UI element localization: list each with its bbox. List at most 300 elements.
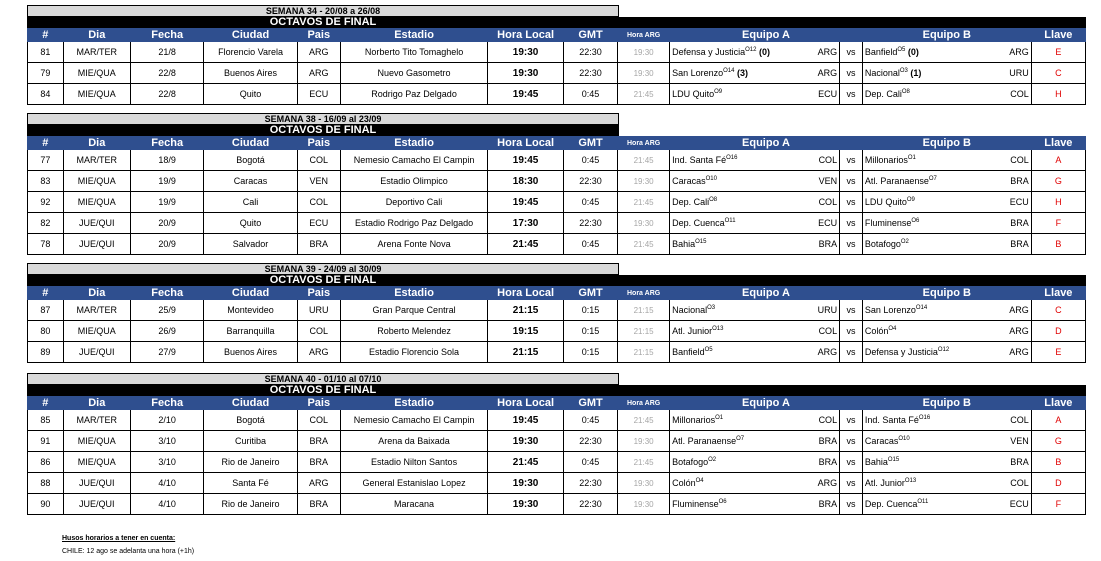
col-estadio: Estadio xyxy=(340,137,487,150)
team-b-seed: O3 xyxy=(899,68,908,74)
col-gmt: GMT xyxy=(563,287,617,300)
header-row xyxy=(28,397,1086,410)
team-b-seed: O5 xyxy=(897,47,906,53)
team-b-name: Nacional xyxy=(864,68,900,78)
cell-llave: H xyxy=(1031,192,1085,213)
cell-num: 92 xyxy=(28,192,64,213)
team-b-name: Dep. Cali xyxy=(864,89,902,99)
cell-team-a xyxy=(670,410,809,431)
col-ciudad: Ciudad xyxy=(204,287,297,300)
cell-num: 81 xyxy=(28,42,64,63)
cell-ciudad: Quito xyxy=(204,213,297,234)
team-a-name: San Lorenzo xyxy=(672,68,724,78)
stage-bar-right xyxy=(619,17,1086,28)
cell-country-b: ARG xyxy=(1000,321,1031,342)
table-row xyxy=(28,410,1086,431)
cell-num: 80 xyxy=(28,321,64,342)
header-row xyxy=(28,287,1086,300)
cell-team-a xyxy=(670,234,809,255)
stage-title: OCTAVOS DE FINAL xyxy=(27,275,619,286)
cell-estadio: Rodrigo Paz Delgado xyxy=(340,84,487,105)
cell-estadio: Nemesio Camacho El Campin xyxy=(340,150,487,171)
cell-gmt: 0:15 xyxy=(563,321,617,342)
cell-country-a: ARG xyxy=(808,42,839,63)
cell-vs: vs xyxy=(840,84,863,105)
week-block xyxy=(27,373,1086,514)
cell-fecha: 2/10 xyxy=(130,410,204,431)
team-b-score: (0) xyxy=(907,47,919,57)
table-row xyxy=(28,171,1086,192)
cell-country-a: ECU xyxy=(808,213,839,234)
cell-hora-arg: 19:30 xyxy=(618,171,670,192)
cell-pais: COL xyxy=(297,150,340,171)
col-llave: Llave xyxy=(1031,29,1085,42)
col-hora-local: Hora Local xyxy=(488,397,564,410)
cell-estadio: Deportivo Cali xyxy=(340,192,487,213)
team-b-seed: O7 xyxy=(928,176,937,182)
cell-llave: A xyxy=(1031,410,1085,431)
cell-gmt: 22:30 xyxy=(563,42,617,63)
col-gmt: GMT xyxy=(563,29,617,42)
cell-team-a xyxy=(670,84,809,105)
cell-team-a xyxy=(670,213,809,234)
cell-pais: ARG xyxy=(297,42,340,63)
week-title: SEMANA 34 - 20/08 a 26/08 xyxy=(27,5,619,17)
cell-ciudad: Quito xyxy=(204,84,297,105)
team-b-name: Ind. Santa Fé xyxy=(864,415,919,425)
cell-num: 85 xyxy=(28,410,64,431)
col-pais: Pais xyxy=(297,137,340,150)
table-row xyxy=(28,300,1086,321)
cell-hora-arg: 21:45 xyxy=(618,150,670,171)
col-equipo-b: Equipo B xyxy=(862,287,1031,300)
cell-fecha: 21/8 xyxy=(130,42,204,63)
cell-vs: vs xyxy=(840,192,863,213)
cell-country-b: COL xyxy=(1000,473,1031,494)
team-a-score: (3) xyxy=(737,68,748,78)
col-equipo-a: Equipo A xyxy=(670,137,863,150)
team-b-name: Millonarios xyxy=(864,155,908,165)
cell-gmt: 0:15 xyxy=(563,300,617,321)
cell-hora-arg: 19:30 xyxy=(618,213,670,234)
cell-country-a: COL xyxy=(808,321,839,342)
col-estadio: Estadio xyxy=(340,397,487,410)
cell-pais: ECU xyxy=(297,213,340,234)
col-pais: Pais xyxy=(297,397,340,410)
cell-team-a xyxy=(670,494,809,515)
table-row xyxy=(28,150,1086,171)
team-b-name: Banfield xyxy=(864,47,898,57)
cell-llave: F xyxy=(1031,213,1085,234)
stage-bar-right xyxy=(619,385,1086,396)
stage-title: OCTAVOS DE FINAL xyxy=(27,125,619,136)
cell-vs: vs xyxy=(840,431,863,452)
cell-dia: JUE/QUI xyxy=(63,473,130,494)
cell-pais: BRA xyxy=(297,234,340,255)
cell-llave: G xyxy=(1031,431,1085,452)
cell-fecha: 18/9 xyxy=(130,150,204,171)
col-equipo-a: Equipo A xyxy=(670,29,863,42)
cell-fecha: 3/10 xyxy=(130,452,204,473)
stage-bar xyxy=(27,125,1086,136)
cell-team-a xyxy=(670,431,809,452)
cell-ciudad: Caracas xyxy=(204,171,297,192)
table-row xyxy=(28,213,1086,234)
cell-hora-arg: 21:45 xyxy=(618,410,670,431)
col-equipo-a: Equipo A xyxy=(670,397,863,410)
cell-num: 87 xyxy=(28,300,64,321)
cell-ciudad: Florencio Varela xyxy=(204,42,297,63)
stage-bar-right xyxy=(619,275,1086,286)
col-num: # xyxy=(28,287,64,300)
cell-dia: MAR/TER xyxy=(63,42,130,63)
team-b-seed: O14 xyxy=(915,305,928,311)
cell-vs: vs xyxy=(840,42,863,63)
team-a-seed: O7 xyxy=(736,436,745,442)
cell-pais: COL xyxy=(297,321,340,342)
cell-dia: JUE/QUI xyxy=(63,494,130,515)
cell-country-a: COL xyxy=(808,192,839,213)
team-a-name: Banfield xyxy=(672,347,705,357)
team-a-seed: O1 xyxy=(715,415,724,421)
team-a-seed: O15 xyxy=(695,239,707,245)
cell-pais: VEN xyxy=(297,171,340,192)
cell-hora-local: 19:30 xyxy=(488,473,564,494)
cell-country-b: BRA xyxy=(1000,171,1031,192)
cell-pais: BRA xyxy=(297,452,340,473)
col-num: # xyxy=(28,137,64,150)
cell-pais: ARG xyxy=(297,473,340,494)
team-a-seed: O4 xyxy=(695,478,704,484)
col-equipo-b: Equipo B xyxy=(862,137,1031,150)
col-pais: Pais xyxy=(297,29,340,42)
col-dia: Dia xyxy=(63,137,130,150)
cell-dia: MAR/TER xyxy=(63,150,130,171)
week-title: SEMANA 38 - 16/09 al 23/09 xyxy=(27,113,619,125)
cell-hora-local: 19:45 xyxy=(488,410,564,431)
cell-llave: D xyxy=(1031,473,1085,494)
cell-hora-local: 19:45 xyxy=(488,150,564,171)
cell-dia: MAR/TER xyxy=(63,300,130,321)
cell-team-b xyxy=(862,431,1000,452)
col-llave: Llave xyxy=(1031,287,1085,300)
cell-hora-arg: 19:30 xyxy=(618,473,670,494)
col-hora-arg: Hora ARG xyxy=(618,397,670,410)
team-b-seed: O2 xyxy=(900,239,909,245)
cell-vs: vs xyxy=(840,300,863,321)
team-a-name: Fluminense xyxy=(672,499,719,509)
team-a-name: Defensa y Justicia xyxy=(672,47,746,57)
team-a-seed: O8 xyxy=(709,197,718,203)
team-a-name: Atl. Junior xyxy=(672,326,713,336)
team-a-seed: O2 xyxy=(708,457,717,463)
table-row xyxy=(28,342,1086,363)
team-b-seed: O9 xyxy=(906,197,915,203)
table-row xyxy=(28,84,1086,105)
cell-country-b: VEN xyxy=(1000,431,1031,452)
cell-team-a xyxy=(670,42,809,63)
fixture-table xyxy=(27,286,1086,363)
team-b-name: Fluminense xyxy=(864,218,912,228)
cell-team-b xyxy=(862,84,1000,105)
cell-hora-local: 19:30 xyxy=(488,494,564,515)
cell-country-a: COL xyxy=(808,150,839,171)
cell-ciudad: Montevideo xyxy=(204,300,297,321)
table-row xyxy=(28,473,1086,494)
col-hora-arg: Hora ARG xyxy=(618,137,670,150)
cell-vs: vs xyxy=(840,342,863,363)
cell-vs: vs xyxy=(840,150,863,171)
cell-ciudad: Curitiba xyxy=(204,431,297,452)
cell-hora-arg: 21:45 xyxy=(618,234,670,255)
cell-team-b xyxy=(862,192,1000,213)
cell-fecha: 26/9 xyxy=(130,321,204,342)
cell-pais: ECU xyxy=(297,84,340,105)
cell-dia: MIE/QUA xyxy=(63,63,130,84)
table-row xyxy=(28,431,1086,452)
team-b-score: (1) xyxy=(910,68,922,78)
cell-gmt: 22:30 xyxy=(563,494,617,515)
cell-country-b: ARG xyxy=(1000,342,1031,363)
col-ciudad: Ciudad xyxy=(204,137,297,150)
col-ciudad: Ciudad xyxy=(204,29,297,42)
cell-pais: URU xyxy=(297,300,340,321)
col-hora-arg: Hora ARG xyxy=(618,29,670,42)
cell-dia: MIE/QUA xyxy=(63,321,130,342)
cell-country-b: BRA xyxy=(1000,234,1031,255)
cell-country-a: ARG xyxy=(808,342,839,363)
team-a-name: LDU Quito xyxy=(672,89,715,99)
cell-llave: D xyxy=(1031,321,1085,342)
cell-estadio: Estadio Rodrigo Paz Delgado xyxy=(340,213,487,234)
col-ciudad: Ciudad xyxy=(204,397,297,410)
cell-hora-arg: 21:15 xyxy=(618,342,670,363)
table-row xyxy=(28,321,1086,342)
cell-llave: E xyxy=(1031,42,1085,63)
cell-num: 77 xyxy=(28,150,64,171)
cell-hora-arg: 19:30 xyxy=(618,494,670,515)
cell-team-a xyxy=(670,452,809,473)
col-estadio: Estadio xyxy=(340,287,487,300)
col-gmt: GMT xyxy=(563,137,617,150)
cell-gmt: 0:45 xyxy=(563,410,617,431)
cell-dia: JUE/QUI xyxy=(63,234,130,255)
col-estadio: Estadio xyxy=(340,29,487,42)
cell-dia: MIE/QUA xyxy=(63,192,130,213)
team-a-name: Dep. Cuenca xyxy=(672,218,725,228)
cell-hora-arg: 19:30 xyxy=(618,42,670,63)
cell-gmt: 22:30 xyxy=(563,171,617,192)
cell-fecha: 19/9 xyxy=(130,171,204,192)
cell-gmt: 0:45 xyxy=(563,150,617,171)
team-a-name: Botafogo xyxy=(672,457,709,467)
cell-country-b: ARG xyxy=(1000,300,1031,321)
col-hora-local: Hora Local xyxy=(488,287,564,300)
cell-num: 83 xyxy=(28,171,64,192)
cell-team-b xyxy=(862,410,1000,431)
cell-team-a xyxy=(670,321,809,342)
week-block xyxy=(27,113,1086,254)
cell-dia: MIE/QUA xyxy=(63,84,130,105)
team-a-name: Atl. Paranaense xyxy=(672,436,737,446)
team-b-seed: O11 xyxy=(917,499,929,505)
cell-llave: G xyxy=(1031,171,1085,192)
cell-team-b xyxy=(862,321,1000,342)
cell-country-a: BRA xyxy=(808,234,839,255)
table-row xyxy=(28,192,1086,213)
cell-llave: F xyxy=(1031,494,1085,515)
cell-fecha: 4/10 xyxy=(130,494,204,515)
cell-hora-arg: 21:15 xyxy=(618,321,670,342)
team-a-seed: O5 xyxy=(704,347,713,353)
stage-bar xyxy=(27,17,1086,28)
cell-pais: ARG xyxy=(297,342,340,363)
cell-vs: vs xyxy=(840,171,863,192)
team-b-seed: O15 xyxy=(887,457,900,463)
cell-team-b xyxy=(862,452,1000,473)
col-pais: Pais xyxy=(297,287,340,300)
cell-team-b xyxy=(862,213,1000,234)
team-a-seed: O11 xyxy=(724,218,736,224)
cell-ciudad: Salvador xyxy=(204,234,297,255)
cell-llave: E xyxy=(1031,342,1085,363)
cell-num: 91 xyxy=(28,431,64,452)
team-a-seed: O13 xyxy=(712,326,724,332)
cell-ciudad: Bogotá xyxy=(204,410,297,431)
cell-hora-local: 21:45 xyxy=(488,234,564,255)
cell-gmt: 22:30 xyxy=(563,473,617,494)
cell-hora-arg: 21:15 xyxy=(618,300,670,321)
cell-ciudad: Rio de Janeiro xyxy=(204,494,297,515)
cell-fecha: 20/9 xyxy=(130,213,204,234)
col-fecha: Fecha xyxy=(130,287,204,300)
cell-estadio: Gran Parque Central xyxy=(340,300,487,321)
cell-dia: JUE/QUI xyxy=(63,342,130,363)
cell-llave: A xyxy=(1031,150,1085,171)
cell-team-b xyxy=(862,494,1000,515)
team-b-seed: O10 xyxy=(898,436,910,442)
cell-hora-local: 19:15 xyxy=(488,321,564,342)
cell-team-a xyxy=(670,171,809,192)
cell-fecha: 4/10 xyxy=(130,473,204,494)
cell-country-b: COL xyxy=(1000,150,1031,171)
cell-hora-local: 19:30 xyxy=(488,63,564,84)
team-b-name: Colón xyxy=(864,326,889,336)
table-row xyxy=(28,234,1086,255)
week-title: SEMANA 40 - 01/10 al 07/10 xyxy=(27,373,619,385)
team-b-seed: O6 xyxy=(911,218,920,224)
col-llave: Llave xyxy=(1031,137,1085,150)
col-dia: Dia xyxy=(63,397,130,410)
team-b-name: Dep. Cuenca xyxy=(864,499,918,509)
footer-note: CHILE: 12 ago se adelanta una hora (+1h) xyxy=(62,548,195,555)
cell-team-b xyxy=(862,42,1000,63)
cell-estadio: Arena da Baixada xyxy=(340,431,487,452)
cell-fecha: 3/10 xyxy=(130,431,204,452)
col-llave: Llave xyxy=(1031,397,1085,410)
team-a-name: Bahia xyxy=(672,239,696,249)
cell-pais: COL xyxy=(297,192,340,213)
fixture-table xyxy=(27,396,1086,515)
cell-country-a: BRA xyxy=(808,431,839,452)
cell-country-a: BRA xyxy=(808,494,839,515)
cell-gmt: 0:45 xyxy=(563,234,617,255)
team-a-score: (0) xyxy=(759,47,770,57)
team-a-name: Ind. Santa Fé xyxy=(672,155,727,165)
cell-gmt: 22:30 xyxy=(563,431,617,452)
cell-team-a xyxy=(670,192,809,213)
header-row xyxy=(28,137,1086,150)
cell-ciudad: Buenos Aires xyxy=(204,342,297,363)
cell-ciudad: Cali xyxy=(204,192,297,213)
cell-team-b xyxy=(862,171,1000,192)
cell-team-b xyxy=(862,300,1000,321)
cell-vs: vs xyxy=(840,213,863,234)
table-row xyxy=(28,63,1086,84)
team-a-seed: O9 xyxy=(714,89,723,95)
team-b-name: San Lorenzo xyxy=(864,305,916,315)
cell-country-b: ARG xyxy=(1000,42,1031,63)
cell-llave: B xyxy=(1031,452,1085,473)
col-equipo-b: Equipo B xyxy=(862,29,1031,42)
cell-hora-arg: 19:30 xyxy=(618,431,670,452)
team-b-seed: O4 xyxy=(888,326,897,332)
cell-pais: BRA xyxy=(297,494,340,515)
cell-country-a: BRA xyxy=(808,452,839,473)
cell-hora-local: 19:30 xyxy=(488,431,564,452)
cell-country-b: ECU xyxy=(1000,192,1031,213)
cell-dia: MIE/QUA xyxy=(63,171,130,192)
cell-vs: vs xyxy=(840,473,863,494)
cell-hora-local: 21:45 xyxy=(488,452,564,473)
cell-team-b xyxy=(862,342,1000,363)
team-a-seed: O14 xyxy=(723,68,735,74)
cell-gmt: 0:45 xyxy=(563,84,617,105)
cell-llave: H xyxy=(1031,84,1085,105)
team-a-seed: O10 xyxy=(705,176,717,182)
team-a-seed: O12 xyxy=(745,47,757,53)
cell-country-b: BRA xyxy=(1000,213,1031,234)
col-fecha: Fecha xyxy=(130,397,204,410)
col-hora-arg: Hora ARG xyxy=(618,287,670,300)
cell-gmt: 0:45 xyxy=(563,192,617,213)
cell-country-b: URU xyxy=(1000,63,1031,84)
cell-vs: vs xyxy=(840,321,863,342)
cell-hora-arg: 19:30 xyxy=(618,63,670,84)
cell-hora-local: 19:45 xyxy=(488,84,564,105)
cell-num: 89 xyxy=(28,342,64,363)
cell-num: 90 xyxy=(28,494,64,515)
col-hora-local: Hora Local xyxy=(488,137,564,150)
cell-country-a: URU xyxy=(808,300,839,321)
cell-fecha: 19/9 xyxy=(130,192,204,213)
cell-ciudad: Barranquilla xyxy=(204,321,297,342)
cell-dia: MIE/QUA xyxy=(63,431,130,452)
cell-num: 78 xyxy=(28,234,64,255)
cell-num: 86 xyxy=(28,452,64,473)
stage-bar xyxy=(27,385,1086,396)
cell-gmt: 0:15 xyxy=(563,342,617,363)
cell-country-a: ARG xyxy=(808,63,839,84)
cell-fecha: 20/9 xyxy=(130,234,204,255)
cell-num: 88 xyxy=(28,473,64,494)
cell-vs: vs xyxy=(840,452,863,473)
cell-fecha: 22/8 xyxy=(130,63,204,84)
cell-vs: vs xyxy=(840,63,863,84)
team-a-name: Nacional xyxy=(672,305,708,315)
footer-title: Husos horarios a tener en cuenta: xyxy=(62,535,176,542)
cell-ciudad: Buenos Aires xyxy=(204,63,297,84)
